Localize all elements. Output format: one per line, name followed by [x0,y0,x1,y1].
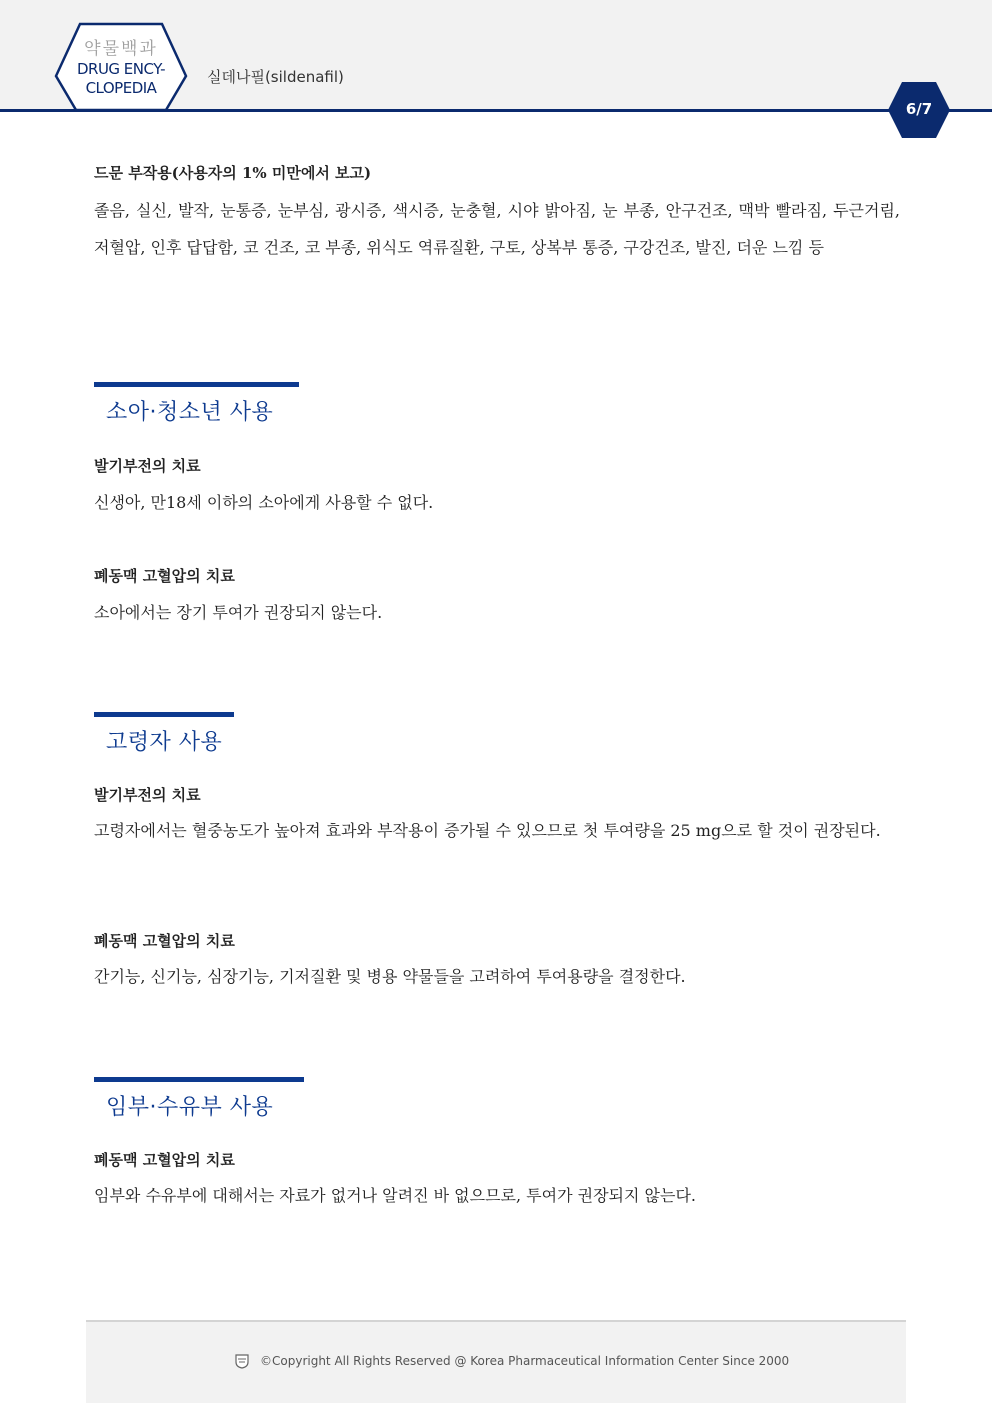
section-title-pregnancy: 임부·수유부 사용 [106,1095,274,1120]
footer-content [234,1353,789,1369]
page-indicator: 6/7 [905,100,933,118]
kpic-shield-icon [234,1353,250,1369]
elderly-pah-heading: 폐동맥 고혈압의 치료 [94,932,235,950]
rare-side-effects-text: 졸음, 실신, 발작, 눈통증, 눈부심, 광시증, 색시증, 눈충혈, 시야 밝아짐, 눈 부종, 안구건조, 맥박 빨라짐, 두근거림, 저혈압, 인후 답답함, 코 건조, 코 부종, 위식도 역류질환, 구토, 상복부 통증, 구강건조, 발진, 더운 느낌 등 [94,201,900,257]
logo-english-line1: DRUG ENCY- [76,60,166,78]
elderly-ed-heading: 발기부전의 치료 [94,786,201,804]
section-bar-elderly [94,712,234,717]
logo-english-line2: CLOPEDIA [85,79,157,97]
section-bar-pediatric [94,382,299,387]
pregnancy-pah-text: 임부와 수유부에 대해서는 자료가 없거나 알려진 바 없으므로, 투여가 권장되지 않는다. [94,1186,696,1205]
pediatric-ed-heading: 발기부전의 치료 [94,457,201,475]
footer-copyright: ©Copyright All Rights Reserved @ Korea Pharmaceutical Information Center Since 2000 [260,1354,790,1368]
elderly-ed-text: 고령자에서는 혈중농도가 높아져 효과와 부작용이 증가될 수 있으므로 첫 투여량을 25 mg으로 할 것이 권장된다. [94,821,881,840]
logo [52,38,190,98]
section-bar-pregnancy [94,1077,304,1082]
pediatric-pah-text: 소아에서는 장기 투여가 권장되지 않는다. [94,603,383,622]
drug-title: 실데나필(sildenafil) [207,68,344,86]
pediatric-pah-heading: 폐동맥 고혈압의 치료 [94,567,235,585]
pediatric-ed-text: 신생아, 만18세 이하의 소아에게 사용할 수 없다. [94,493,434,512]
section-title-pediatric: 소아·청소년 사용 [106,400,274,425]
logo-korean: 약물백과 [84,39,158,59]
pregnancy-pah-heading: 폐동맥 고혈압의 치료 [94,1151,235,1169]
rare-side-effects-heading: 드문 부작용(사용자의 1% 미만에서 보고) [94,164,372,182]
elderly-pah-text: 간기능, 신기능, 심장기능, 기저질환 및 병용 약물들을 고려하여 투여용량을 결정한다. [94,967,686,986]
section-title-elderly: 고령자 사용 [106,730,223,755]
